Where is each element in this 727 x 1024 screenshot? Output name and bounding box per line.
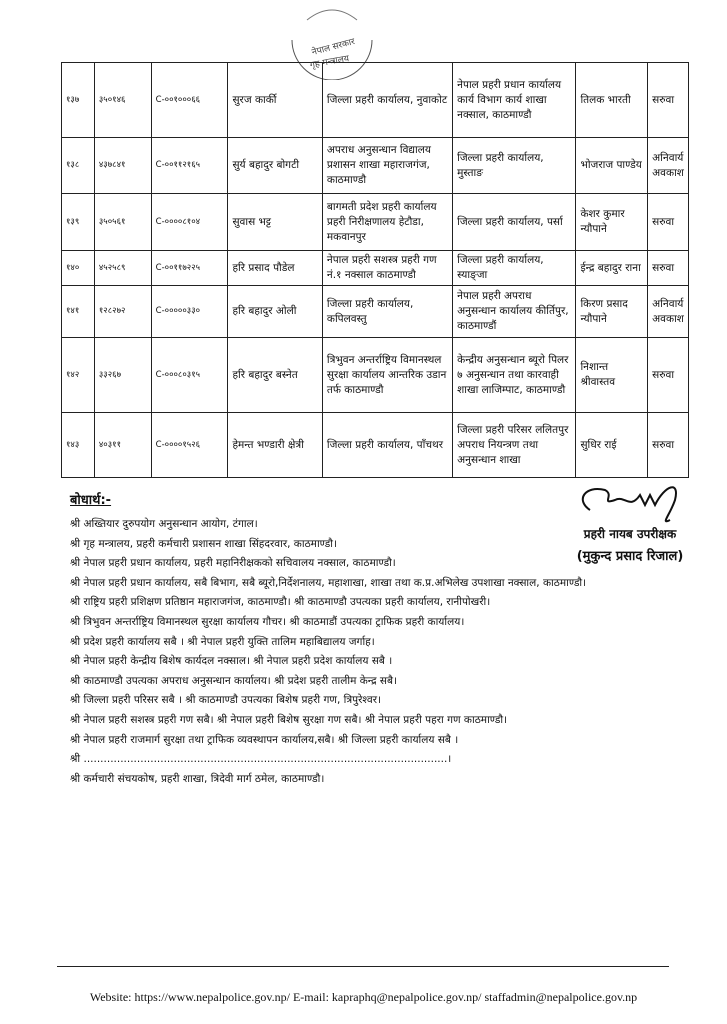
cell-serial: १४२	[62, 338, 95, 413]
cell-id: C-००११७२२५	[151, 251, 228, 286]
cell-name: सुवास भट्ट	[228, 194, 322, 251]
cell-id: C-०००००३३०	[151, 286, 228, 338]
cc-item: श्री नेपाल प्रहरी राजमार्ग सुरक्षा तथा ट्राफिक व्यवस्थापन कार्यालय,सबै। श्री जिल्ला प्रहरी कार्यालय सबै ।	[70, 733, 459, 746]
cell-action: सरुवा	[648, 251, 689, 286]
cc-item: श्री प्रदेश प्रहरी कार्यालय सबै । श्री नेपाल प्रहरी युक्ति तालिम महाबिद्यालय जर्गाह।	[70, 635, 375, 648]
transfer-table	[61, 62, 689, 478]
cell-id: C-००१०००६६	[151, 63, 228, 138]
cell-name: हरि बहादुर बस्नेत	[228, 338, 322, 413]
cc-list	[70, 515, 586, 789]
cell-approver: सुधिर राई	[576, 413, 648, 478]
cell-to-office: नेपाल प्रहरी प्रधान कार्यालय कार्य विभाग कार्य शाखा नक्साल, काठमाण्डौ	[453, 63, 576, 138]
cell-id: C-००००८१०४	[151, 194, 228, 251]
cc-item: श्री कर्मचारी संचयकोष, प्रहरी शाखा, त्रिदेवी मार्ग ठमेल, काठमाण्डौ।	[70, 772, 325, 785]
cc-heading: बोधार्थ:-	[70, 493, 112, 508]
cc-item: श्री अख्तियार दुरुपयोग अनुसन्धान आयोग, टंगाल।	[70, 518, 258, 530]
cell-name: हरि प्रसाद पौडेल	[228, 251, 322, 286]
cell-action: सरुवा	[648, 194, 689, 251]
cell-approver: निशान्त श्रीवास्तव	[576, 338, 648, 413]
signatory-title: प्रहरी नायब उपरीक्षक	[583, 527, 677, 541]
cell-to-office: जिल्ला प्रहरी परिसर ललितपुर अपराध नियन्त्रण तथा अनुसन्धान शाखा	[453, 413, 576, 478]
cell-id: C-००११२१६५	[151, 138, 228, 194]
cell-code: ३५०१४६	[94, 63, 151, 138]
cc-item: श्री नेपाल प्रहरी प्रधान कार्यालय, प्रहरी महानिरीक्षकको सचिवालय नक्साल, काठमाण्डौ।	[70, 557, 396, 570]
cell-approver: तिलक भारती	[576, 63, 648, 138]
cell-name: हेमन्त भण्डारी क्षेत्री	[228, 413, 322, 478]
cell-from-office: त्रिभुवन अन्तर्राष्ट्रिय विमानस्थल सुरक्षा कार्यालय आन्तरिक उडान तर्फ काठमाण्डौ	[322, 338, 452, 413]
cell-code: ३५०५६१	[94, 194, 151, 251]
footer-divider	[57, 966, 669, 967]
cell-action: सरुवा	[648, 413, 689, 478]
table-row	[62, 63, 689, 138]
cc-item: श्री त्रिभुवन अन्तर्राष्ट्रिय विमानस्थल सुरक्षा कार्यालय गौचर। श्री काठमाडौं उपत्यका ट्राफिक प्रहरी कार्यालय।	[70, 615, 465, 628]
cell-name: हरि बहादुर ओली	[228, 286, 322, 338]
cell-serial: १४०	[62, 251, 95, 286]
cell-serial: १३९	[62, 194, 95, 251]
svg-text:गृह मन्त्रालय: गृह मन्त्रालय	[309, 54, 350, 71]
cell-action: सरुवा	[648, 338, 689, 413]
cc-item: श्री नेपाल प्रहरी सशस्त्र प्रहरी गण सबै। श्री नेपाल प्रहरी बिशेष सुरक्षा गण सबै। श्री नेपाल प्रहरी पहरा गण काठमाण्डौ।	[70, 713, 508, 726]
cell-code: १२८२७२	[94, 286, 151, 338]
cell-approver: भोजराज पाण्डेय	[576, 138, 648, 194]
cell-action: सरुवा	[648, 63, 689, 138]
cell-code: ४३७८४१	[94, 138, 151, 194]
cell-code: ४०३११	[94, 413, 151, 478]
cc-item: श्री काठमाण्डौ उपत्यका अपराध अनुसन्धान कार्यालय। श्री प्रदेश प्रहरी तालीम केन्द्र सबै।	[70, 674, 397, 687]
table-row	[62, 251, 689, 286]
cell-serial: १४१	[62, 286, 95, 338]
cell-name: सुरज कार्की	[228, 63, 322, 138]
cell-to-office: नेपाल प्रहरी अपराध अनुसन्धान कार्यालय कीर्तिपुर, काठमाण्डौं	[453, 286, 576, 338]
cell-serial: १३८	[62, 138, 95, 194]
cell-to-office: जिल्ला प्रहरी कार्यालय, पर्सा	[453, 194, 576, 251]
cc-item: श्री नेपाल प्रहरी केन्द्रीय बिशेष कार्यदल नक्साल। श्री नेपाल प्रहरी प्रदेश कार्यालय सबै ।	[70, 655, 393, 668]
cell-from-office: नेपाल प्रहरी सशस्त्र प्रहरी गण नं.१ नक्साल काठमाण्डौ	[322, 251, 452, 286]
cell-from-office: जिल्ला प्रहरी कार्यालय, कपिलवस्तु	[322, 286, 452, 338]
cell-approver: केशर कुमार न्यौपाने	[576, 194, 648, 251]
cc-item: श्री गृह मन्त्रालय, प्रहरी कर्मचारी प्रशासन शाखा सिंहदरवार, काठमाण्डौ।	[70, 537, 337, 550]
table-row	[62, 138, 689, 194]
table-row	[62, 286, 689, 338]
cell-name: सुर्य बहादुर बोगटी	[228, 138, 322, 194]
cell-to-office: केन्द्रीय अनुसन्धान ब्यूरो पिलर ७ अनुसन्धान तथा कारवाही शाखा लाजिम्पाट, काठमाण्डौ	[453, 338, 576, 413]
cc-item: श्री जिल्ला प्रहरी परिसर सबै । श्री काठमाण्डौ उपत्यका बिशेष प्रहरी गण, त्रिपुरेश्वर।	[70, 694, 381, 707]
svg-text:नेपाल सरकार: नेपाल सरकार	[310, 37, 357, 59]
cell-action: अनिवार्य अवकाश	[648, 286, 689, 338]
signature-block	[560, 480, 700, 564]
cell-id: C-०००८०३१५	[151, 338, 228, 413]
cc-item: श्री राष्ट्रिय प्रहरी प्रशिक्षण प्रतिष्ठान महाराजगंज, काठमाण्डौ। श्री काठमाण्डौ उपत्यका प्रहरी कार्यालय, रानीपोखरी।	[70, 596, 491, 609]
cell-code: ३३२६७	[94, 338, 151, 413]
cell-approver: ईन्द्र बहादुर राना	[576, 251, 648, 286]
table-row	[62, 194, 689, 251]
cell-from-office: जिल्ला प्रहरी कार्यालय, पाँचथर	[322, 413, 452, 478]
cc-item: श्री .............................................................................................................।	[70, 753, 452, 766]
cell-serial: १३७	[62, 63, 95, 138]
cell-to-office: जिल्ला प्रहरी कार्यालय, मुस्ताङ	[453, 138, 576, 194]
cell-from-office: बागमती प्रदेश प्रहरी कार्यालय प्रहरी निरीक्षणालय हेटौडा, मकवानपुर	[322, 194, 452, 251]
table-row	[62, 338, 689, 413]
cell-to-office: जिल्ला प्रहरी कार्यालय, स्याङ्जा	[453, 251, 576, 286]
cell-id: C-००००१५२६	[151, 413, 228, 478]
cell-from-office: अपराध अनुसन्धान विद्यालय प्रशासन शाखा महाराजगंज, काठमाण्डौ	[322, 138, 452, 194]
cell-code: ४५२५८९	[94, 251, 151, 286]
signatory-name: (मुकुन्द प्रसाद रिजाल)	[576, 549, 684, 564]
footer-contact: Website: https://www.nepalpolice.gov.np/ E-mail: kapraphq@nepalpolice.gov.np/ staffadmin@nepalpolice.gov.np	[89, 990, 638, 1004]
cc-item: श्री नेपाल प्रहरी प्रधान कार्यालय, सबै बिभाग, सबै ब्यूरो,निर्देशनालय, महाशाखा, शाखा तथा क.प्र.अभिलेख उपशाखा नक्साल, काठमाण्डौ।	[70, 576, 587, 589]
cell-from-office: जिल्ला प्रहरी कार्यालय, नुवाकोट	[322, 63, 452, 138]
cell-serial: १४३	[62, 413, 95, 478]
cell-approver: किरण प्रसाद न्यौपाने	[576, 286, 648, 338]
table-row	[62, 413, 689, 478]
signature-image	[570, 480, 690, 525]
cell-action: अनिवार्य अवकाश	[648, 138, 689, 194]
